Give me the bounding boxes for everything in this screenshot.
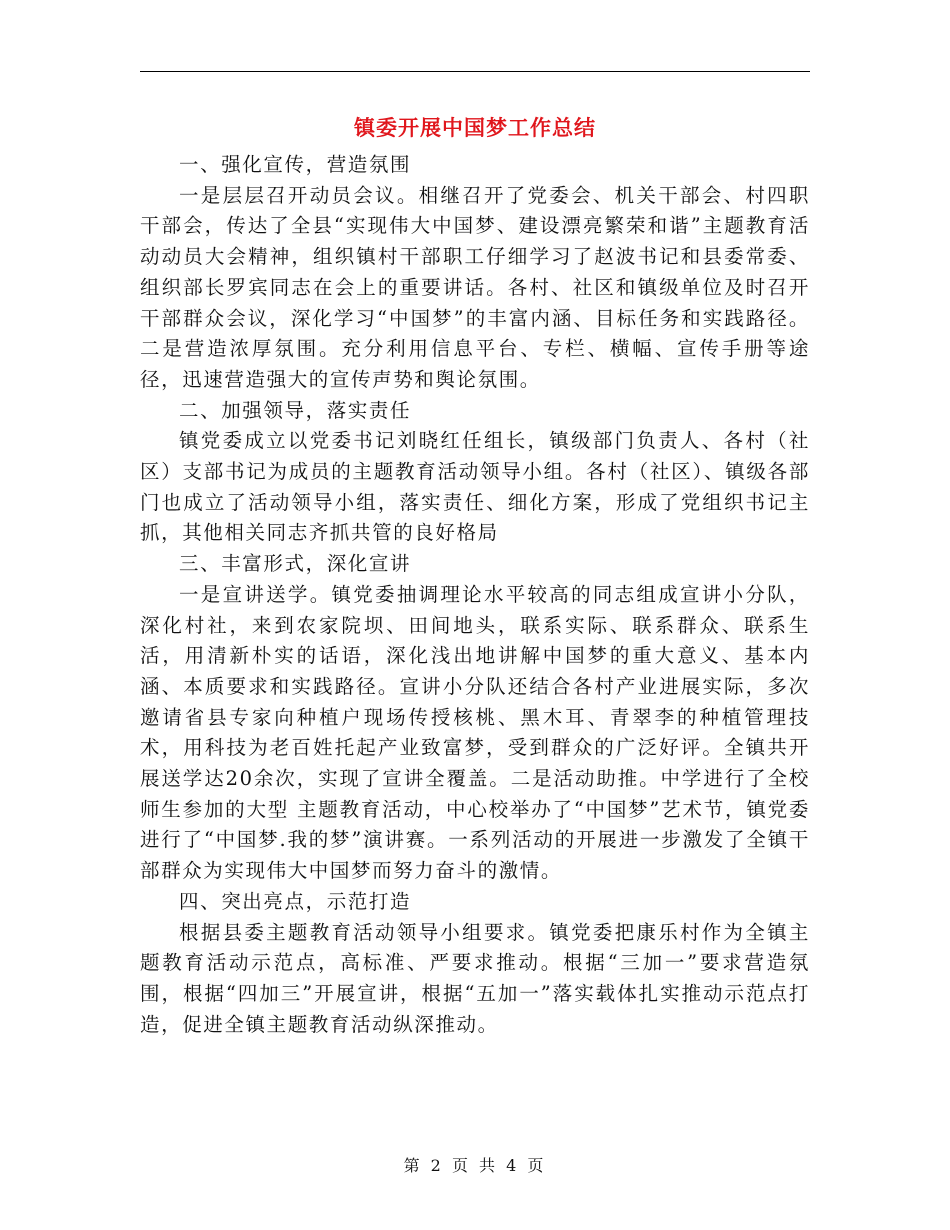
header-rule — [140, 71, 810, 72]
page-footer: 第 2 页 共 4 页 — [403, 1156, 547, 1175]
paragraph-2: 镇党委成立以党委书记刘晓红任组长，镇级部门负责人、各村（社区）支部书记为成员的主题教育活动领导小组。各村（社区）、镇级各部门也成立了活动领导小组，落实责任、细化方案，形成了党组织书记主抓，其他相关同志齐抓共管的良好格局 — [140, 429, 810, 545]
section-heading-4: 四、突出亮点，示范打造 — [179, 889, 412, 913]
document-title: 镇委开展中国梦工作总结 — [354, 115, 596, 140]
section-heading-3: 三、丰富形式，深化宣讲 — [179, 552, 412, 576]
document-body — [140, 150, 810, 1040]
paragraph-4: 根据县委主题教育活动领导小组要求。镇党委把康乐村作为全镇主题教育活动示范点，高标准、严要求推动。根据“三加一”要求营造氛围，根据“四加三”开展宣讲，根据“五加一”落实载体扎实推动示范点打造，促进全镇主题教育活动纵深推动。 — [140, 920, 810, 1036]
paragraph-3: 一是宣讲送学。镇党委抽调理论水平较高的同志组成宣讲小分队，深化村社，来到农家院坝、田间地头，联系实际、联系群众、联系生活，用清新朴实的话语，深化浅出地讲解中国梦的重大意义、基本内涵、本质要求和实践路径。宣讲小分队还结合各村产业进展实际，多次邀请省县专家向种植户现场传授核桃、黑木耳、青翠李的种植管理技术，用科技为老百姓托起产业致富梦，受到群众的广泛好评。全镇共开展送学达20余次，实现了宣讲全覆盖。二是活动助推。中学进行了全校师生参加的大型 主题教育活动，中心校举办了“中国梦”艺术节，镇党委进行了“中国梦.我的梦”演讲赛。一系列活动的开展进一步激发了全镇干部群众为实现伟大中国梦而努力奋斗的激情。 — [140, 582, 810, 883]
section-heading-2: 二、加强领导，落实责任 — [179, 398, 412, 422]
paragraph-1: 一是层层召开动员会议。相继召开了党委会、机关干部会、村四职干部会，传达了全县“实现伟大中国梦、建设漂亮繁荣和谐”主题教育活动动员大会精神，组织镇村干部职工仔细学习了赵波书记和县委常委、组织部长罗宾同志在会上的重要讲话。各村、社区和镇级单位及时召开干部群众会议，深化学习“中国梦”的丰富内涵、目标任务和实践路径。二是营造浓厚氛围。充分利用信息平台、专栏、横幅、宣传手册等途径，迅速营造强大的宣传声势和舆论氛围。 — [140, 183, 810, 391]
section-heading-1: 一、强化宣传，营造氛围 — [179, 153, 412, 176]
